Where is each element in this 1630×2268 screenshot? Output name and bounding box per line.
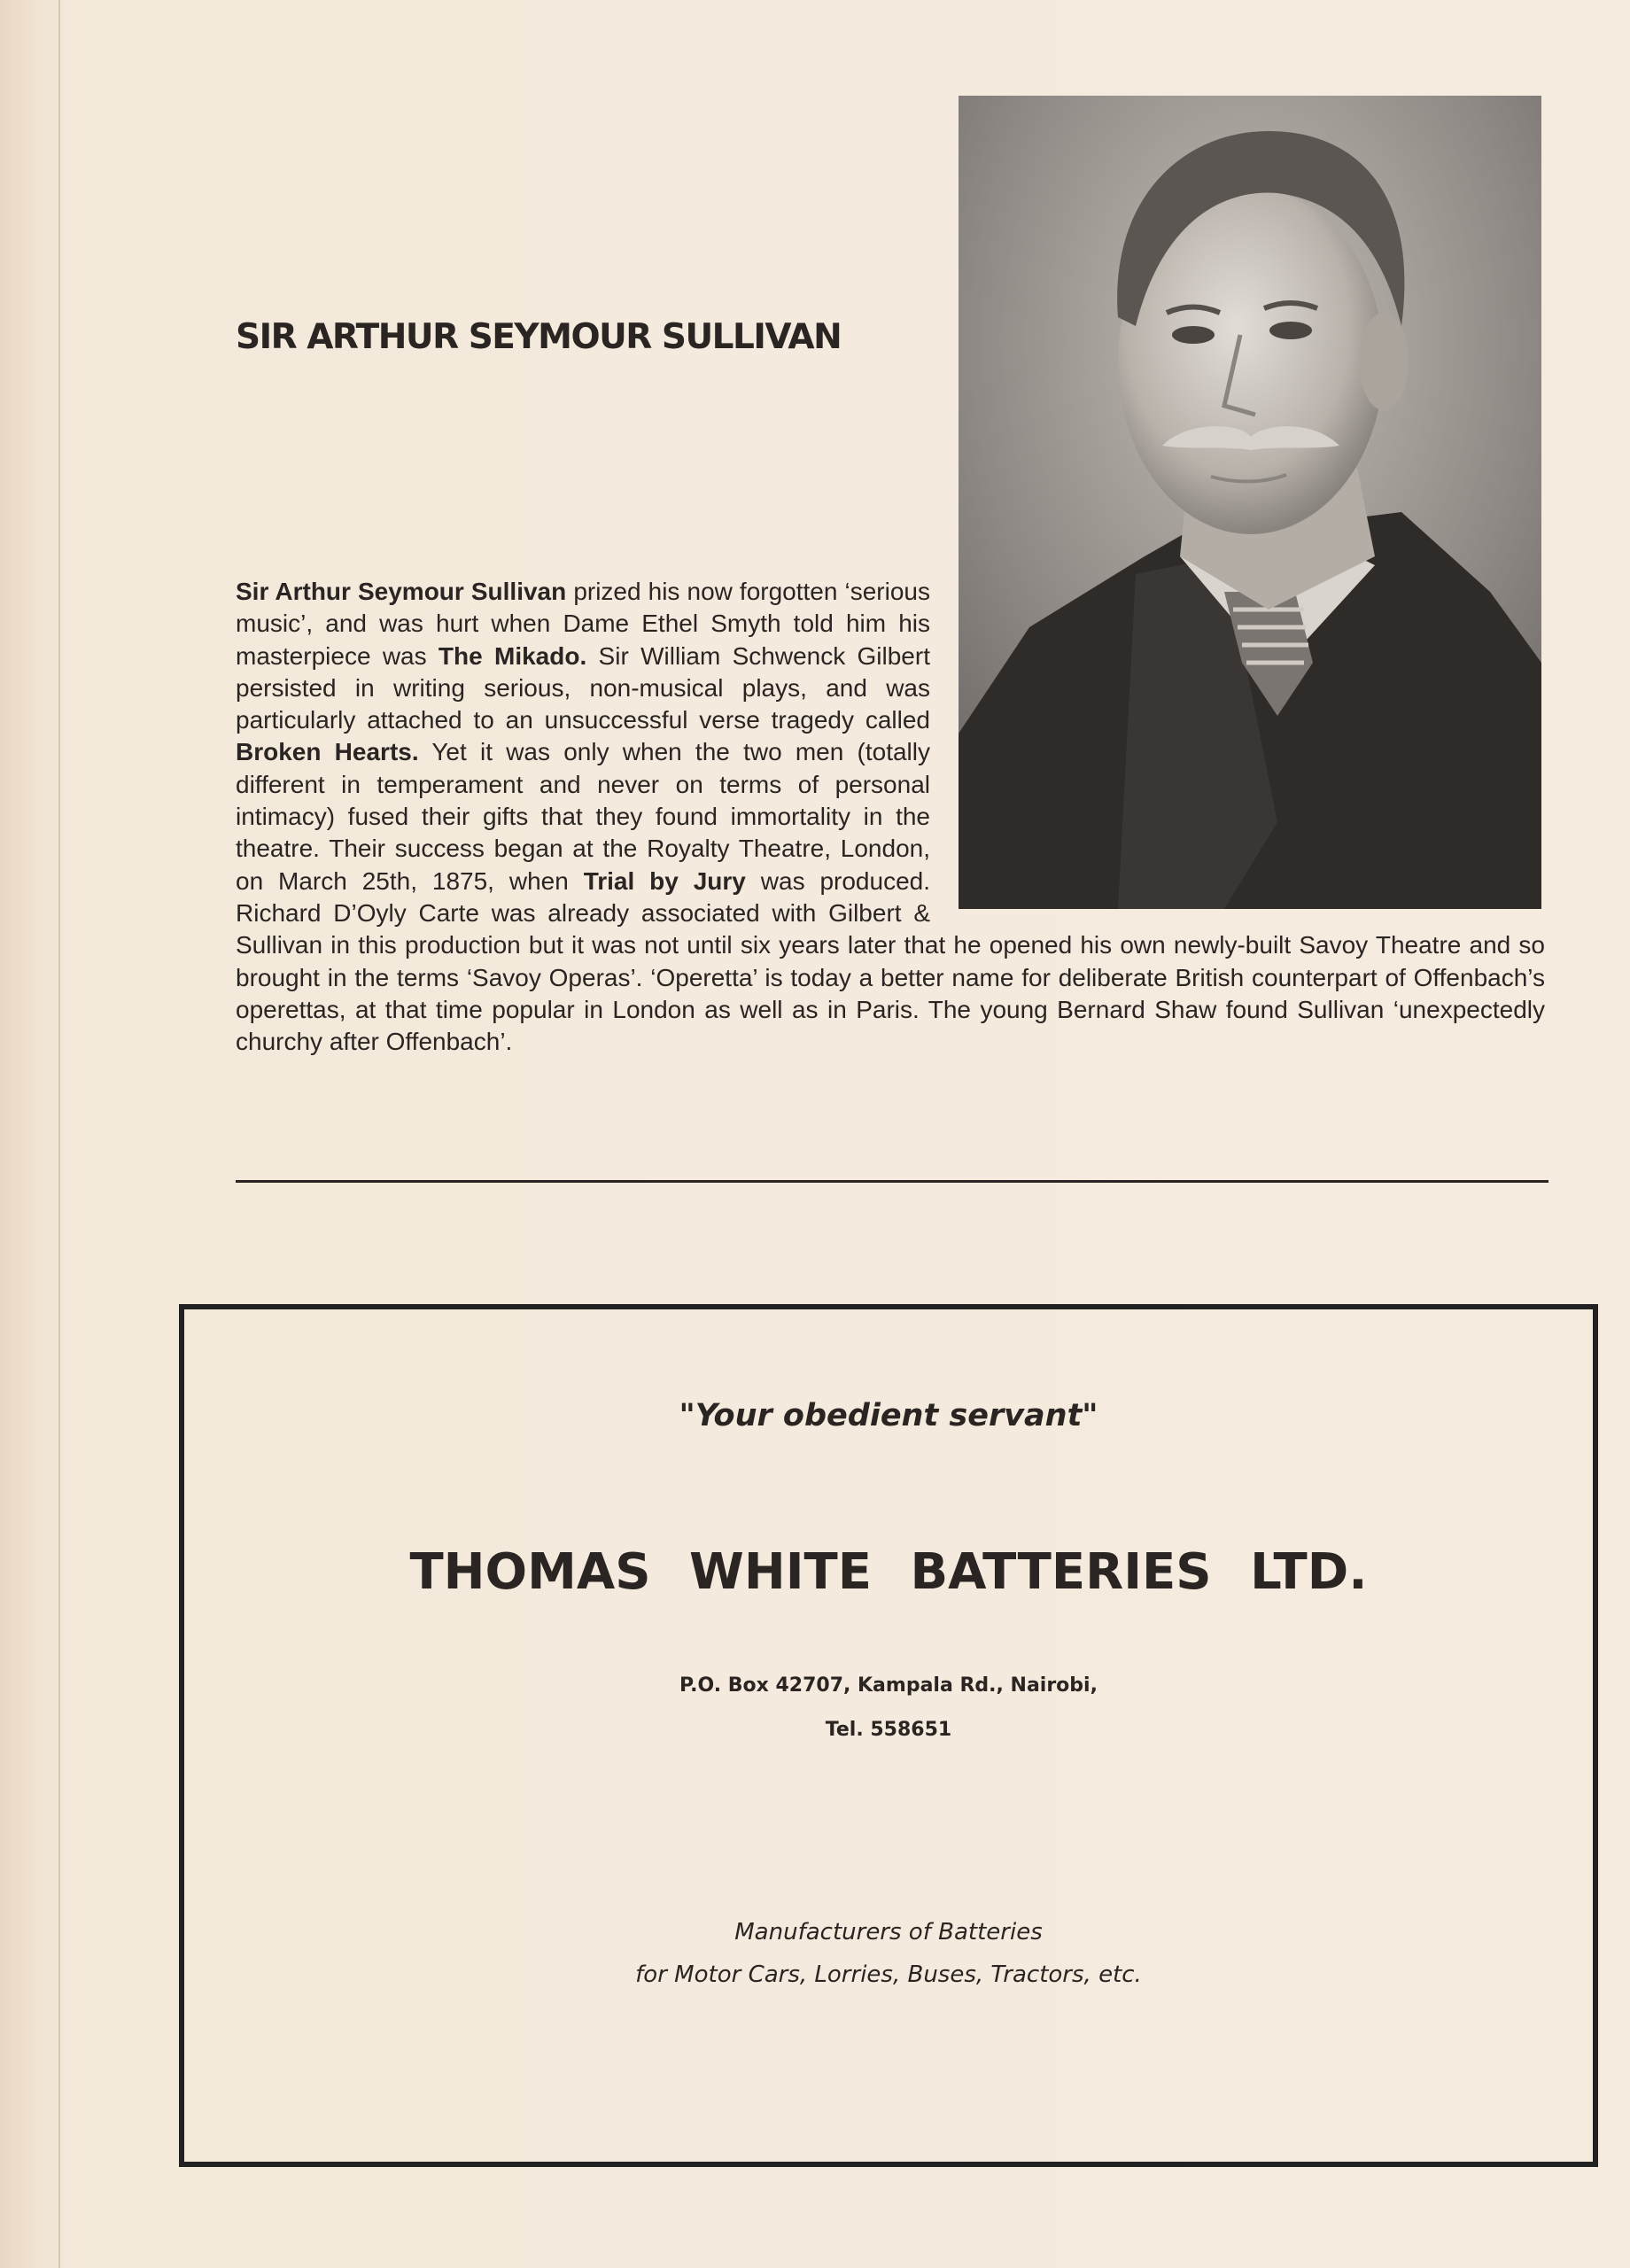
ad-telephone: Tel. 558651 xyxy=(825,1719,952,1741)
ad-products-line-2: for Motor Cars, Lorries, Buses, Tractors, etc. xyxy=(635,1961,1142,1988)
article-body xyxy=(236,576,1545,1058)
portrait-text-wrap-space xyxy=(946,576,1545,927)
article-text-run: Yet it was only when the two men (totally different in temperament and never on terms of personal intimacy) fused their gifts that they found immortality in the theatre. Their success began at the Royalty Theatre, London, on March 25th, 1875, when xyxy=(236,738,931,895)
article-text-run: Trial by Jury xyxy=(583,866,746,895)
ad-products-line-1: Manufacturers of Batteries xyxy=(734,1919,1043,1946)
ad-tagline: "Your obedient servant" xyxy=(679,1398,1098,1433)
advertisement-box xyxy=(179,1304,1598,2167)
article-text-run: The Mikado. xyxy=(438,641,587,670)
article-title: SIR ARTHUR SEYMOUR SULLIVAN xyxy=(236,317,842,357)
section-divider xyxy=(236,1180,1548,1183)
article-text-run: Broken Hearts. xyxy=(236,738,419,766)
ad-company-name: THOMAS WHITE BATTERIES LTD. xyxy=(409,1543,1368,1601)
ad-address: P.O. Box 42707, Kampala Rd., Nairobi, xyxy=(679,1674,1098,1697)
article-text-run: Sir William Schwenck Gilbert persisted in writing serious, non-musical plays, and was particularly attached to an unsuccessful verse tragedy called xyxy=(236,641,930,734)
article-text-run: was produced. Richard D’Oyly Carte was already associated with Gilbert & Sullivan in this production but it was not until six years later that he opened his own newly-built Savoy Theatre and so brought in the terms ‘Savoy Operas’. ‘Operetta’ is today a better name for deliberate British counterpart of Offenbach’s operettas, at that time popular in London as well as in Paris. The young Bernard Shaw found Sullivan ‘unexpectedly churchy after Offenbach’. xyxy=(236,866,1545,1056)
article-text-run: prized his now forgotten ‘serious music’, and was hurt when Dame Ethel Smyth told him his masterpiece was xyxy=(236,578,930,670)
article-text-run: Sir Arthur Seymour Sullivan xyxy=(236,578,567,605)
page-spine-crease xyxy=(58,0,60,2268)
